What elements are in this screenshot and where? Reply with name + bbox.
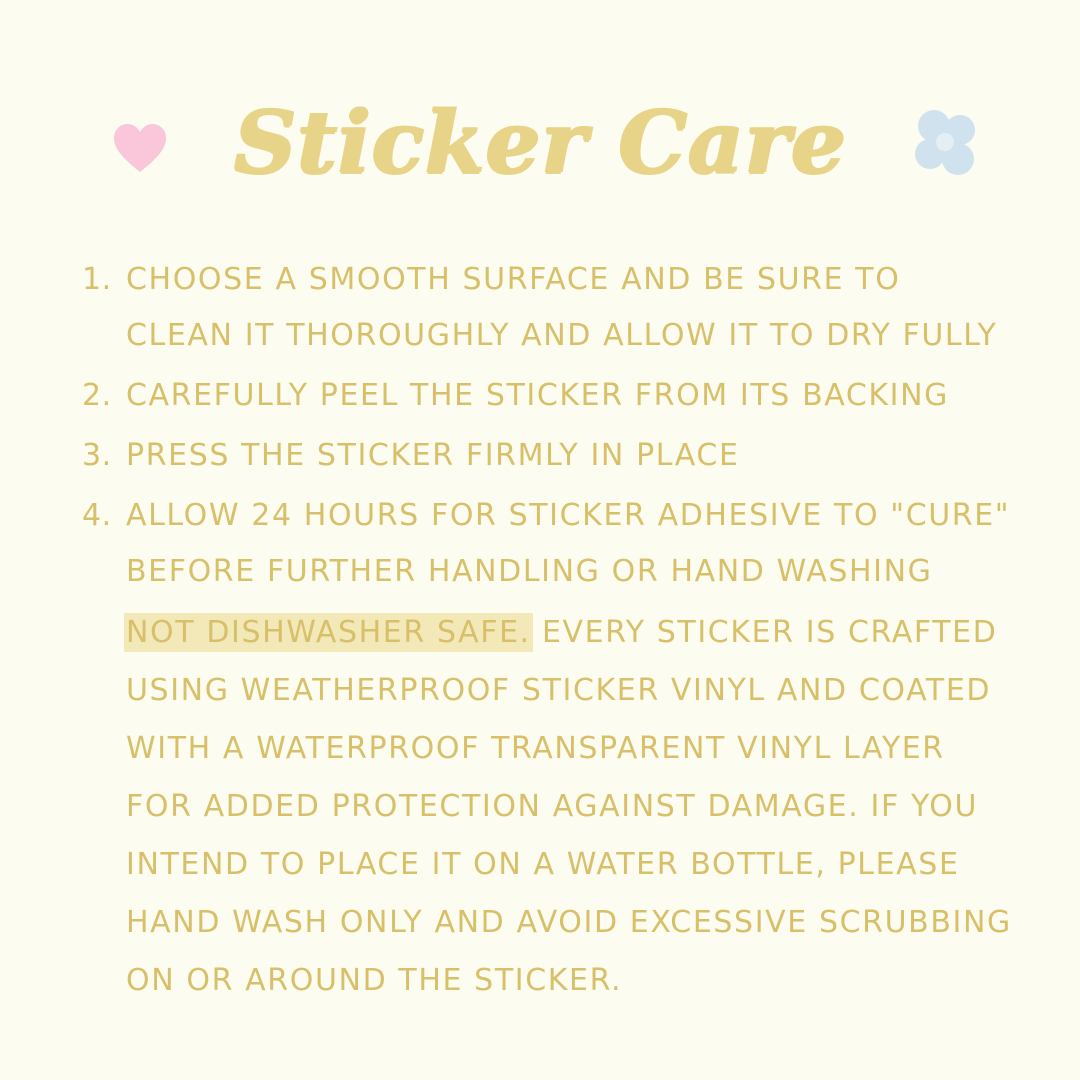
list-item-line: ALLOW 24 HOURS FOR STICKER ADHESIVE TO "CURE" (126, 498, 1011, 533)
care-paragraph (126, 604, 1012, 1010)
paragraph-line: FOR ADDED PROTECTION AGAINST DAMAGE. IF YOU (126, 789, 979, 824)
list-item (82, 368, 1012, 424)
list-item-number: 4. (82, 498, 112, 533)
list-item-text (126, 428, 1012, 484)
list-item-text (126, 368, 1012, 424)
list-item-number: 2. (82, 378, 112, 413)
list-item-number: 3. (82, 438, 112, 473)
paragraph-line: HAND WASH ONLY AND AVOID EXCESSIVE SCRUBBING (126, 905, 1012, 940)
page-title: Sticker Care (233, 92, 847, 193)
list-item-text (126, 252, 1012, 364)
paragraph-line: USING WEATHERPROOF STICKER VINYL AND COATED (126, 673, 992, 708)
list-item-number: 1. (82, 262, 112, 297)
list-item-line: CLEAN IT THOROUGHLY AND ALLOW IT TO DRY FULLY (126, 318, 998, 353)
list-item-line: BEFORE FURTHER HANDLING OR HAND WASHING (126, 554, 933, 589)
paragraph-line-rest: EVERY STICKER IS CRAFTED (530, 615, 998, 650)
instructions-list (82, 252, 1012, 1010)
paragraph-line: INTEND TO PLACE IT ON A WATER BOTTLE, PLEASE (126, 847, 960, 882)
list-item (82, 428, 1012, 484)
paragraph-line: ON OR AROUND THE STICKER. (126, 963, 623, 998)
list-item (82, 252, 1012, 364)
list-item-line: PRESS THE STICKER FIRMLY IN PLACE (126, 438, 740, 473)
paragraph-line: WITH A WATERPROOF TRANSPARENT VINYL LAYER (126, 731, 945, 766)
list-item-text (126, 488, 1012, 600)
header (0, 88, 1080, 198)
list-item-line: CAREFULLY PEEL THE STICKER FROM ITS BACKING (126, 378, 950, 413)
highlighted-note: NOT DISHWASHER SAFE. (126, 615, 531, 650)
list-item-line: CHOOSE A SMOOTH SURFACE AND BE SURE TO (126, 262, 901, 297)
list-item (82, 488, 1012, 600)
paragraph-line (126, 604, 1012, 662)
